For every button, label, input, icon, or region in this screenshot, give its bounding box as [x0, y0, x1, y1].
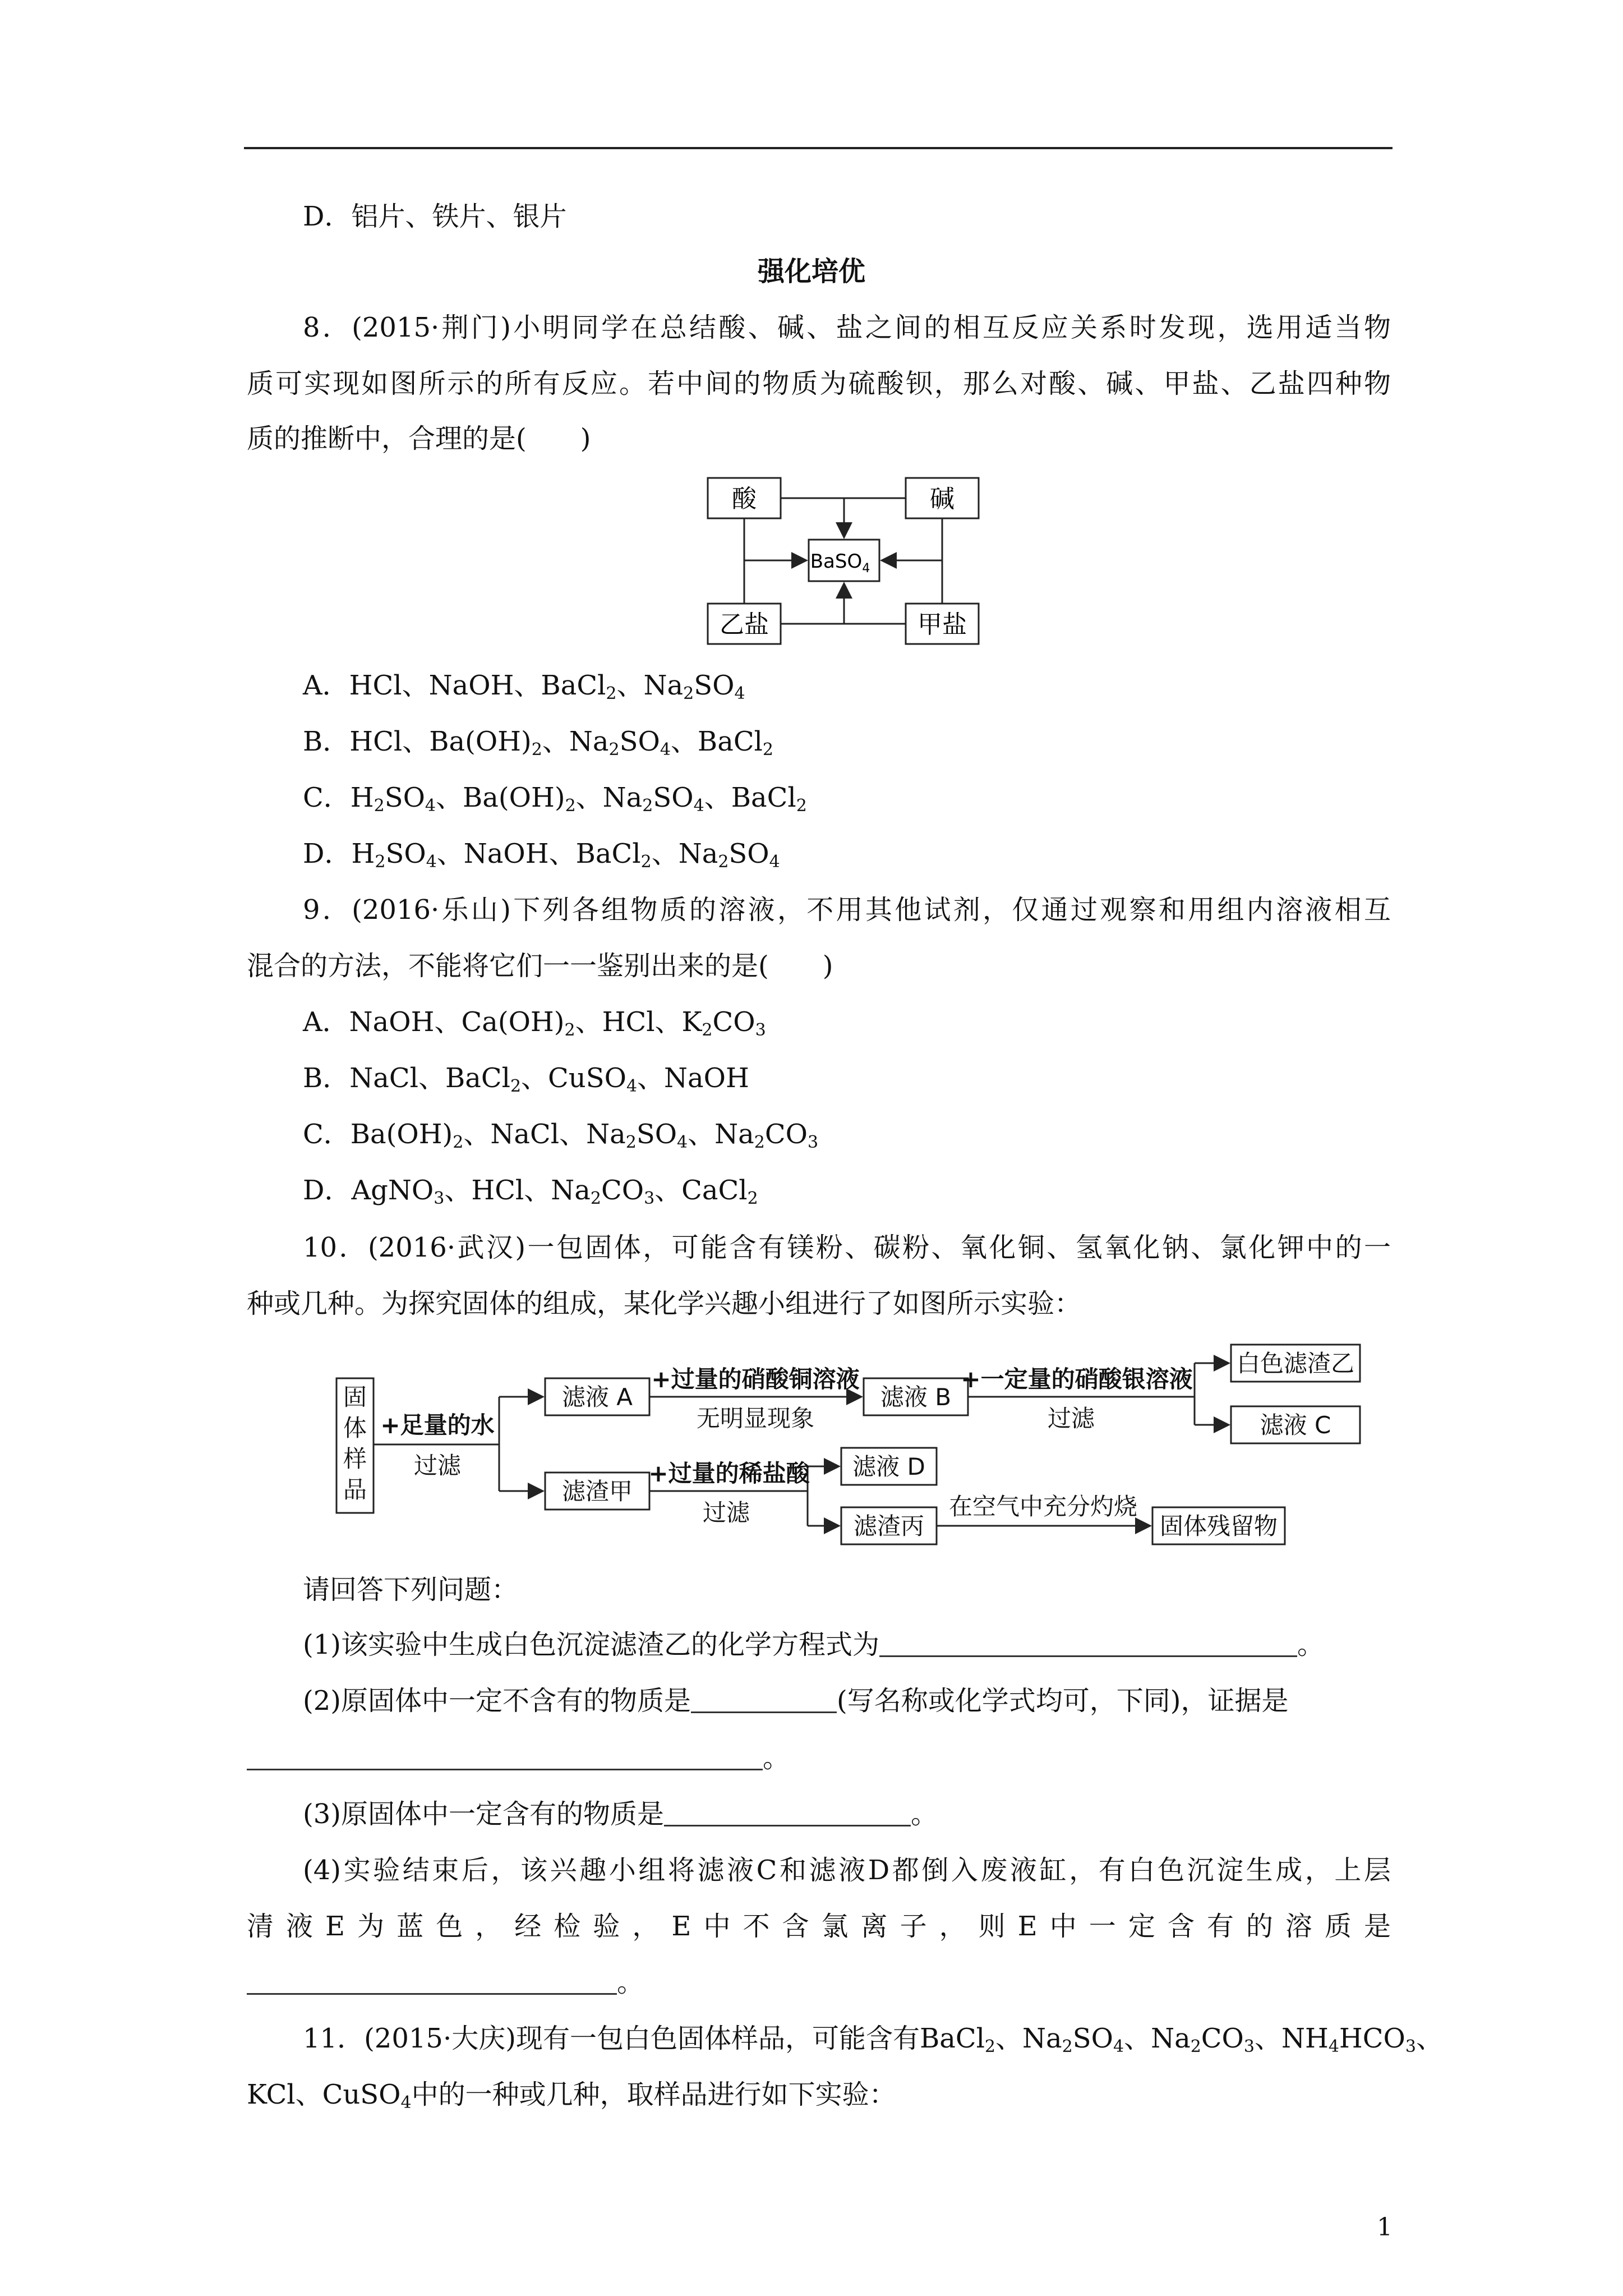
q11-stem-line2: KCl、CuSO$_4$中的一种或几种，取样品进行如下实验：	[247, 2079, 896, 2113]
add-water-label: +足量的水	[380, 1411, 495, 1439]
residue-bing-box: 滤渣丙	[853, 1512, 925, 1540]
page-number: 1	[1377, 2213, 1393, 2242]
residue-jia-box: 滤渣甲	[561, 1478, 633, 1505]
sample-char-3: 样	[343, 1445, 367, 1473]
q7-option-d: D．铝片、铁片、银片	[303, 201, 567, 232]
q10-part3: (3)原固体中一定含有的物质是 。	[303, 1798, 938, 1830]
q8-stem-line1: 8．(2015·荆门)小明同学在总结酸、碱、盐之间的相互反应关系时发现，选用适当物	[303, 312, 1391, 343]
burn-label: 在空气中充分灼烧	[948, 1493, 1138, 1520]
q10-part2: (2)原固体中一定不含有的物质是 (写名称或化学式均可，下同)，证据是	[303, 1685, 1289, 1717]
q10-prompt: 请回答下列问题：	[303, 1574, 519, 1605]
q9-option-c: C．$Ba(OH)_2$、NaCl、$Na_2SO_4$、$Na_2CO_3$	[303, 1119, 819, 1152]
q9-stem-line1: 9．(2016·乐山)下列各组物质的溶液，不用其他试剂，仅通过观察和用组内溶液相互	[303, 894, 1391, 926]
q10-part4-line3: 。	[247, 1966, 644, 1999]
q9-option-a: A．NaOH、$Ca(OH)_2$、HCl、$K_2CO_3$	[303, 1006, 766, 1040]
section-title: 强化培优	[757, 256, 865, 287]
q11-stem-line1: 11．(2015·大庆)现有一包白色固体样品，可能含有BaCl$_2$、$Na_2SO_4$、$Na_2CO_3$、$NH_4HCO_3$、	[303, 2023, 1443, 2056]
q8-reaction-diagram	[707, 477, 987, 656]
q9-option-d: D．AgNO$_3$、HCl、$Na_2CO_3$、CaCl$_2$	[303, 1175, 758, 1208]
q10-experiment-flowchart	[331, 1343, 1374, 1557]
q8-option-c: C．$H_2SO_4$、$Ba(OH)_2$、$Na_2SO_4$、BaCl$_2$	[303, 782, 807, 816]
q10-part1: (1)该实验中生成白色沉淀滤渣乙的化学方程式为 。	[303, 1629, 1325, 1660]
filter1-label: 过滤	[413, 1452, 462, 1479]
q9-stem-line2: 混合的方法，不能将它们一一鉴别出来的是( )	[247, 950, 833, 982]
solid-remain-box: 固体残留物	[1159, 1512, 1278, 1540]
box-acid: 酸	[732, 485, 757, 513]
sample-char-2: 体	[343, 1414, 367, 1442]
q10-stem-line2: 种或几种。为探究固体的组成，某化学兴趣小组进行了如图所示实验：	[247, 1288, 1082, 1319]
box-base: 碱	[930, 485, 955, 513]
no-change-label: 无明显现象	[696, 1405, 815, 1432]
q8-stem-line3: 质的推断中，合理的是( )	[247, 423, 591, 454]
sample-char-1: 固	[343, 1383, 367, 1411]
q10-part2-evidence: 。	[247, 1741, 790, 1775]
q8-option-a: A．HCl、NaOH、BaCl$_2$、$Na_2SO_4$	[303, 670, 745, 703]
answer-blank-3[interactable]	[664, 1800, 911, 1826]
filtrate-c-box: 滤液 C	[1260, 1411, 1331, 1439]
answer-blank-2a[interactable]	[691, 1687, 837, 1713]
filter3-label: 过滤	[702, 1499, 750, 1526]
filter2-label: 过滤	[1047, 1405, 1095, 1432]
q8-stem-line2: 质可实现如图所示的所有反应。若中间的物质为硫酸钡，那么对酸、碱、甲盐、乙盐四种物	[247, 368, 1391, 399]
box-center-baso4: BaSO$_4$	[810, 550, 870, 576]
q10-part4-line1: (4)实验结束后，该兴趣小组将滤液C和滤液D都倒入废液缸，有白色沉淀生成，上层	[303, 1855, 1391, 1886]
box-salt-a: 甲盐	[917, 610, 967, 639]
answer-blank-4[interactable]	[247, 1968, 617, 1995]
filtrate-a-box: 滤液 A	[561, 1383, 633, 1411]
answer-blank-1[interactable]	[879, 1631, 1297, 1657]
white-residue-box: 白色滤渣乙	[1236, 1350, 1355, 1377]
add-copper-nitrate-label: +过量的硝酸铜溶液	[651, 1365, 860, 1393]
answer-blank-2b[interactable]	[247, 1744, 763, 1770]
q10-stem-line1: 10．(2016·武汉)一包固体，可能含有镁粉、碳粉、氧化铜、氢氧化钠、氯化钾中的一	[303, 1232, 1391, 1263]
add-silver-nitrate-label: +一定量的硝酸银溶液	[961, 1365, 1193, 1393]
sample-char-4: 品	[343, 1476, 367, 1503]
q8-option-d: D．$H_2SO_4$、NaOH、BaCl$_2$、$Na_2SO_4$	[303, 838, 780, 872]
box-salt-b: 乙盐	[720, 610, 769, 639]
top-rule	[244, 147, 1393, 149]
q9-option-b: B．NaCl、BaCl$_2$、CuSO$_4$、NaOH	[303, 1062, 749, 1096]
filtrate-b-box: 滤液 B	[880, 1383, 952, 1411]
q10-part4-line2: 清液E为蓝色，经检验，E中不含氯离子，则E中一定含有的溶质是	[247, 1911, 1391, 1942]
q8-option-b: B．HCl、$Ba(OH)_2$、$Na_2SO_4$、BaCl$_2$	[303, 726, 773, 760]
add-hcl-label: +过量的稀盐酸	[648, 1460, 810, 1487]
filtrate-d-box: 滤液 D	[852, 1453, 925, 1480]
